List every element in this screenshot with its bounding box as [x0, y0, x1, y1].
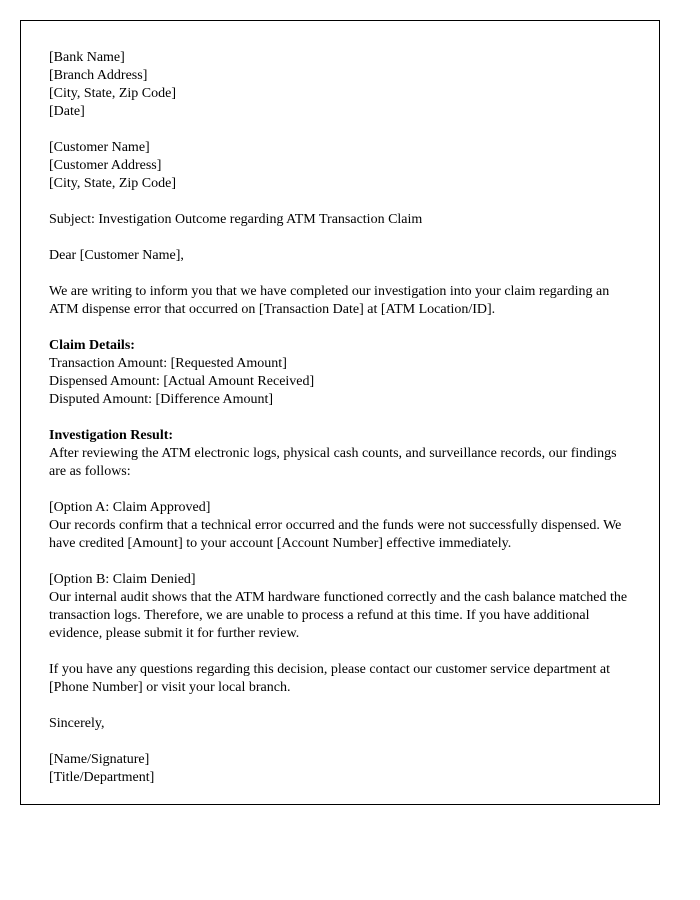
signature-name: [Name/Signature]: [49, 752, 150, 767]
option-b-body: Our internal audit shows that the ATM hardware functioned correctly and the cash balance matched the transaction logs. Therefore, we are unable to process a refund at this time. If you have additional evidence, please submit it for further review.: [49, 590, 628, 641]
letter-date: [Date]: [49, 104, 85, 119]
claim-disputed-amount: Disputed Amount: [Difference Amount]: [49, 392, 274, 407]
claim-details-section: [49, 337, 631, 409]
claim-transaction-amount: Transaction Amount: [Requested Amount]: [49, 356, 287, 371]
recipient-address-block: [49, 139, 631, 193]
signature-title: [Title/Department]: [49, 770, 155, 785]
investigation-result-heading: Investigation Result:: [49, 428, 174, 443]
option-b-label: [Option B: Claim Denied]: [49, 572, 196, 587]
letter-page: [20, 20, 660, 805]
recipient-city-state-zip: [City, State, Zip Code]: [49, 176, 177, 191]
recipient-name: [Customer Name]: [49, 140, 150, 155]
claim-dispensed-amount: Dispensed Amount: [Actual Amount Received]: [49, 374, 315, 389]
salutation: Dear [Customer Name],: [49, 248, 184, 263]
claim-details-heading: Claim Details:: [49, 338, 135, 353]
signoff: Sincerely,: [49, 716, 105, 731]
option-b-section: [49, 571, 631, 643]
recipient-address: [Customer Address]: [49, 158, 162, 173]
sender-bank-name: [Bank Name]: [49, 50, 125, 65]
closing-paragraph: If you have any questions regarding this decision, please contact our customer service department at [Phone Number] or visit your local branch.: [49, 662, 610, 695]
sender-city-state-zip: [City, State, Zip Code]: [49, 86, 177, 101]
option-a-label: [Option A: Claim Approved]: [49, 500, 211, 515]
option-a-section: [49, 499, 631, 553]
investigation-result-body: After reviewing the ATM electronic logs, physical cash counts, and surveillance records, our findings are as follows:: [49, 446, 617, 479]
signature-block: [49, 751, 631, 787]
option-a-body: Our records confirm that a technical error occurred and the funds were not successfully dispensed. We have credited [Amount] to your account [Account Number] effective immediately.: [49, 518, 622, 551]
sender-address-block: [49, 49, 631, 121]
investigation-result-section: [49, 427, 631, 481]
intro-paragraph: We are writing to inform you that we have completed our investigation into your claim regarding an ATM dispense error that occurred on [Transaction Date] at [ATM Location/ID].: [49, 284, 610, 317]
sender-branch-address: [Branch Address]: [49, 68, 148, 83]
subject-line: Subject: Investigation Outcome regarding ATM Transaction Claim: [49, 212, 423, 227]
